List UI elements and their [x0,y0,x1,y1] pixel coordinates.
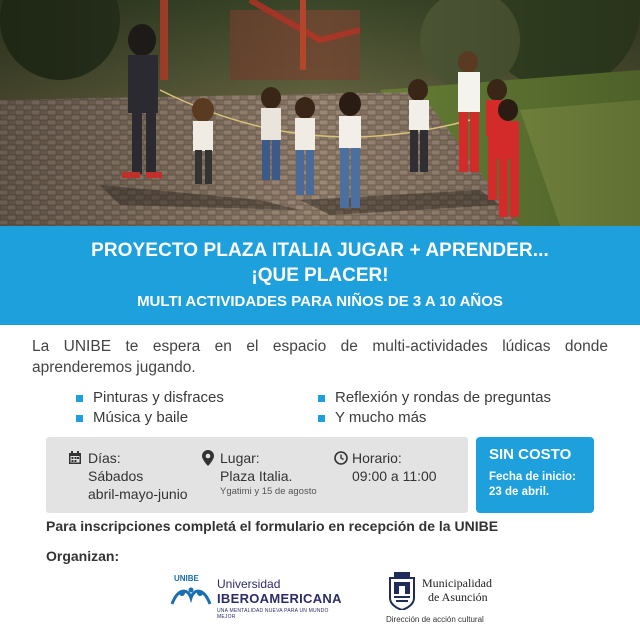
organizers-label: Organizan: [46,548,120,564]
unibe-name-line2: IBEROAMERICANA [217,591,342,606]
list-item [318,388,551,408]
unibe-tagline: UNA MENTALIDAD NUEVA PARA UN MUNDO MEJOR [217,608,329,620]
list-item [76,408,224,428]
list-item [318,408,551,428]
event-info-box [46,437,468,513]
start-date-label: Fecha de inicio: [489,471,576,483]
days-value: Sábados [88,468,144,484]
time-value: 09:00 a 11:00 [352,468,437,484]
list-item-label: Pinturas y disfraces [93,389,224,406]
start-date-value: 23 de abril. [489,486,550,498]
place-detail: Ygatimi y 15 de agosto [220,486,317,497]
muni-department: Dirección de acción cultural [386,615,484,624]
activities-list-left [76,388,224,428]
bullet-square-icon [318,415,325,422]
intro-text: La UNIBE te espera en el espacio de multi-actividades lúdicas donde aprenderemos jugando. [32,338,608,376]
list-item-label: Reflexión y rondas de preguntas [335,389,551,406]
days-months: abril-mayo-junio [88,486,188,502]
muni-name-line1: Municipalidad [422,576,492,590]
clock-icon [334,451,348,465]
banner-title-line1: PROYECTO PLAZA ITALIA JUGAR + APRENDER... [91,240,549,261]
unibe-abbr: UNIBE [174,574,199,583]
free-badge [476,437,594,513]
municipalidad-logo [384,570,494,628]
bullet-square-icon [318,395,325,402]
unibe-logo [170,574,345,618]
location-pin-icon [202,450,214,466]
bullet-square-icon [76,415,83,422]
banner-subtitle: MULTI ACTIVIDADES PARA NIÑOS DE 3 A 10 AÑOS [137,293,503,310]
list-item [76,388,224,408]
bullet-square-icon [76,395,83,402]
time-label: Horario: [352,450,402,466]
banner-title-line2: ¡QUE PLACER! [251,265,389,286]
days-label: Días: [88,450,121,466]
registration-note: Para inscripciones completá el formulario en recepción de la UNIBE [46,518,499,534]
calendar-icon [68,451,82,465]
free-badge-title: SIN COSTO [489,446,572,463]
asuncion-coat-of-arms-icon [388,572,416,610]
unibe-emblem-icon [170,584,212,606]
playground-photo [0,0,640,226]
place-label: Lugar: [220,450,260,466]
list-item-label: Y mucho más [335,409,427,426]
list-item-label: Música y baile [93,409,189,426]
activities-list-right [318,388,551,428]
unibe-name-line1: Universidad [217,577,281,591]
muni-name-line2: de Asunción [428,590,488,604]
place-value: Plaza Italia. [220,468,293,484]
playground-photo-illustration [0,0,640,226]
title-banner [0,226,640,325]
